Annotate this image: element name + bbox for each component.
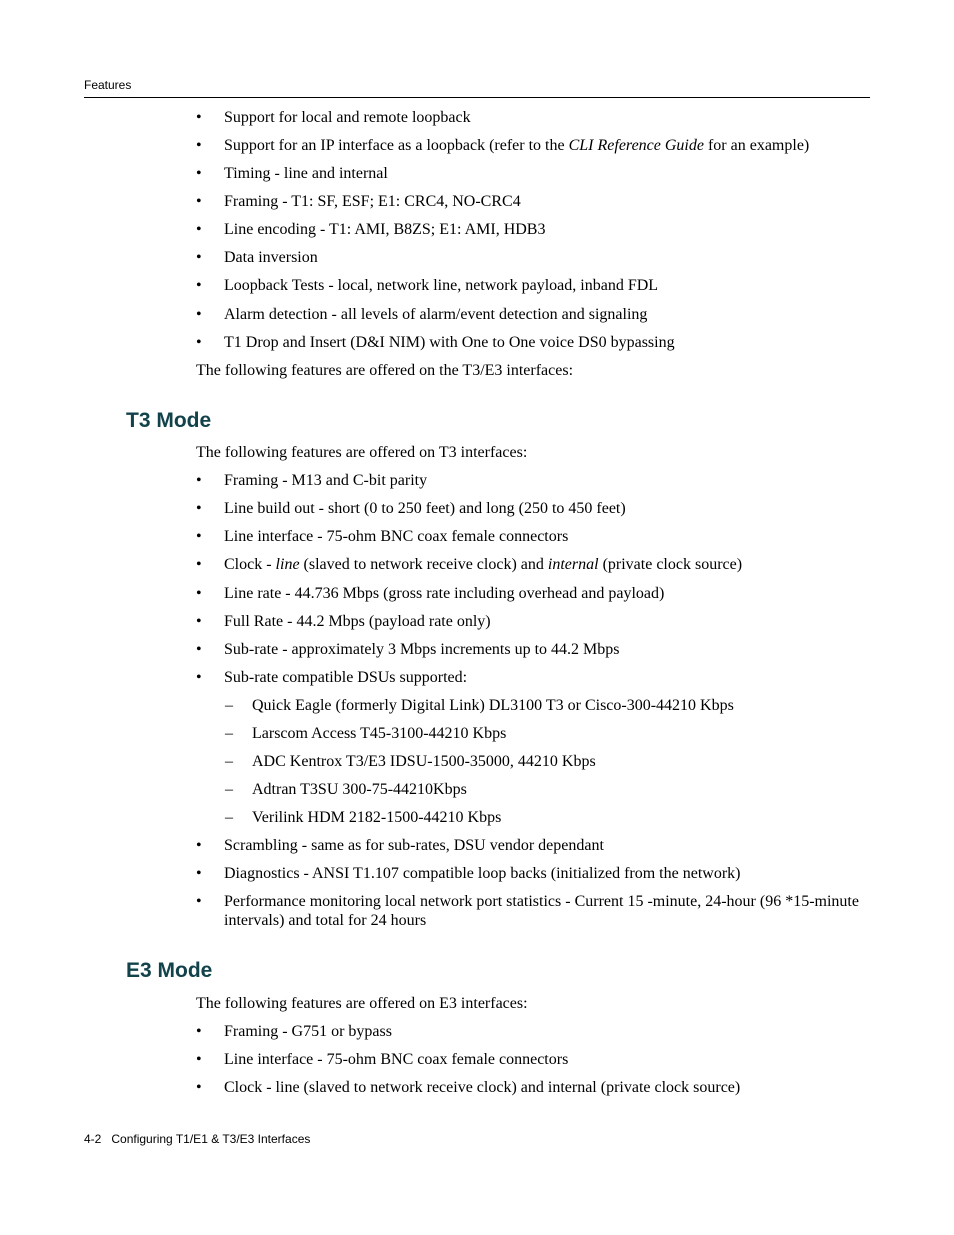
list-item [224,555,742,574]
bullet-icon: • [196,556,202,573]
guide-reference: CLI Reference Guide [568,137,704,154]
list-item: Line build out - short (0 to 250 feet) and long (250 to 450 feet) [224,500,626,517]
list-item: Performance monitoring local network port statistics - Current 15 -minute, 24-hour (96 *15-minute intervals) and total for 24 hours [224,893,859,929]
list-item: Framing - M13 and C-bit parity [224,472,428,489]
list-item: Alarm detection - all levels of alarm/event detection and signaling [224,306,648,323]
section-heading-t3: T3 Mode [126,409,212,432]
bullet-icon: • [196,613,202,630]
header-rule [84,97,870,98]
bullet-icon: • [196,837,202,854]
dash-icon: – [225,697,233,714]
bullet-icon: • [196,249,202,266]
chapter-title: Configuring T1/E1 & T3/E3 Interfaces [111,1132,311,1146]
running-header: Features [84,78,132,92]
list-item: Sub-rate compatible DSUs supported: [224,669,468,686]
clock-internal-term: internal [547,556,599,573]
bullet-icon: • [196,472,202,489]
bullet-icon: • [196,1079,202,1096]
section-heading-e3: E3 Mode [126,959,213,982]
list-item: Support for local and remote loopback [224,109,471,126]
list-item: Line encoding - T1: AMI, B8ZS; E1: AMI, HDB3 [224,221,546,238]
dash-icon: – [225,753,233,770]
dash-icon: – [225,725,233,742]
intro-paragraph: The following features are offered on the T3/E3 interfaces: [196,362,574,379]
list-item: Line rate - 44.736 Mbps (gross rate including overhead and payload) [224,585,665,602]
list-item: Framing - T1: SF, ESF; E1: CRC4, NO-CRC4 [224,193,521,210]
bullet-icon: • [196,893,202,910]
bullet-icon: • [196,528,202,545]
sub-list-item: Quick Eagle (formerly Digital Link) DL3100 T3 or Cisco-300-44210 Kbps [252,697,734,714]
list-item: Data inversion [224,249,318,266]
bullet-icon: • [196,500,202,517]
bullet-icon: • [196,137,202,154]
page-number: 4-2 [84,1132,102,1146]
list-item: Timing - line and internal [224,165,388,182]
sub-list-item: Verilink HDM 2182-1500-44210 Kbps [252,809,502,826]
page-footer [84,1132,310,1146]
list-item-text: Support for an IP interface as a loopback (refer to the [224,137,569,154]
list-item: Line interface - 75-ohm BNC coax female connectors [224,1051,569,1068]
dash-icon: – [225,781,233,798]
clock-text-c: (slaved to network receive clock) and [299,556,548,573]
list-item: Full Rate - 44.2 Mbps (payload rate only) [224,613,491,630]
t3-paragraph: The following features are offered on T3 interfaces: [196,444,528,461]
list-item: T1 Drop and Insert (D&I NIM) with One to One voice DS0 bypassing [224,334,675,351]
clock-text-a: Clock - [224,556,276,573]
list-item: Diagnostics - ANSI T1.107 compatible loop backs (initialized from the network) [224,865,741,882]
bullet-icon: • [196,165,202,182]
list-item: Framing - G751 or bypass [224,1023,392,1040]
bullet-icon: • [196,221,202,238]
list-item: Line interface - 75-ohm BNC coax female connectors [224,528,569,545]
bullet-icon: • [196,306,202,323]
dash-icon: – [225,809,233,826]
list-item: Loopback Tests - local, network line, network payload, inband FDL [224,277,659,294]
list-item: Sub-rate - approximately 3 Mbps increments up to 44.2 Mbps [224,641,620,658]
bullet-icon: • [196,193,202,210]
clock-text-e: (private clock source) [598,556,743,573]
bullet-icon: • [196,334,202,351]
sub-list-item: Adtran T3SU 300-75-44210Kbps [252,781,467,798]
list-item: Scrambling - same as for sub-rates, DSU vendor dependant [224,837,604,854]
bullet-icon: • [196,865,202,882]
e3-paragraph: The following features are offered on E3 interfaces: [196,995,528,1012]
bullet-icon: • [196,277,202,294]
list-item [224,136,809,155]
sub-list-item: ADC Kentrox T3/E3 IDSU-1500-35000, 44210 Kbps [252,753,596,770]
list-item-tail: for an example) [703,137,810,154]
bullet-icon: • [196,585,202,602]
bullet-icon: • [196,669,202,686]
list-item: Clock - line (slaved to network receive clock) and internal (private clock source) [224,1079,741,1096]
bullet-icon: • [196,109,202,126]
bullet-icon: • [196,641,202,658]
clock-line-term: line [275,556,300,573]
bullet-icon: • [196,1023,202,1040]
sub-list-item: Larscom Access T45-3100-44210 Kbps [252,725,507,742]
bullet-icon: • [196,1051,202,1068]
